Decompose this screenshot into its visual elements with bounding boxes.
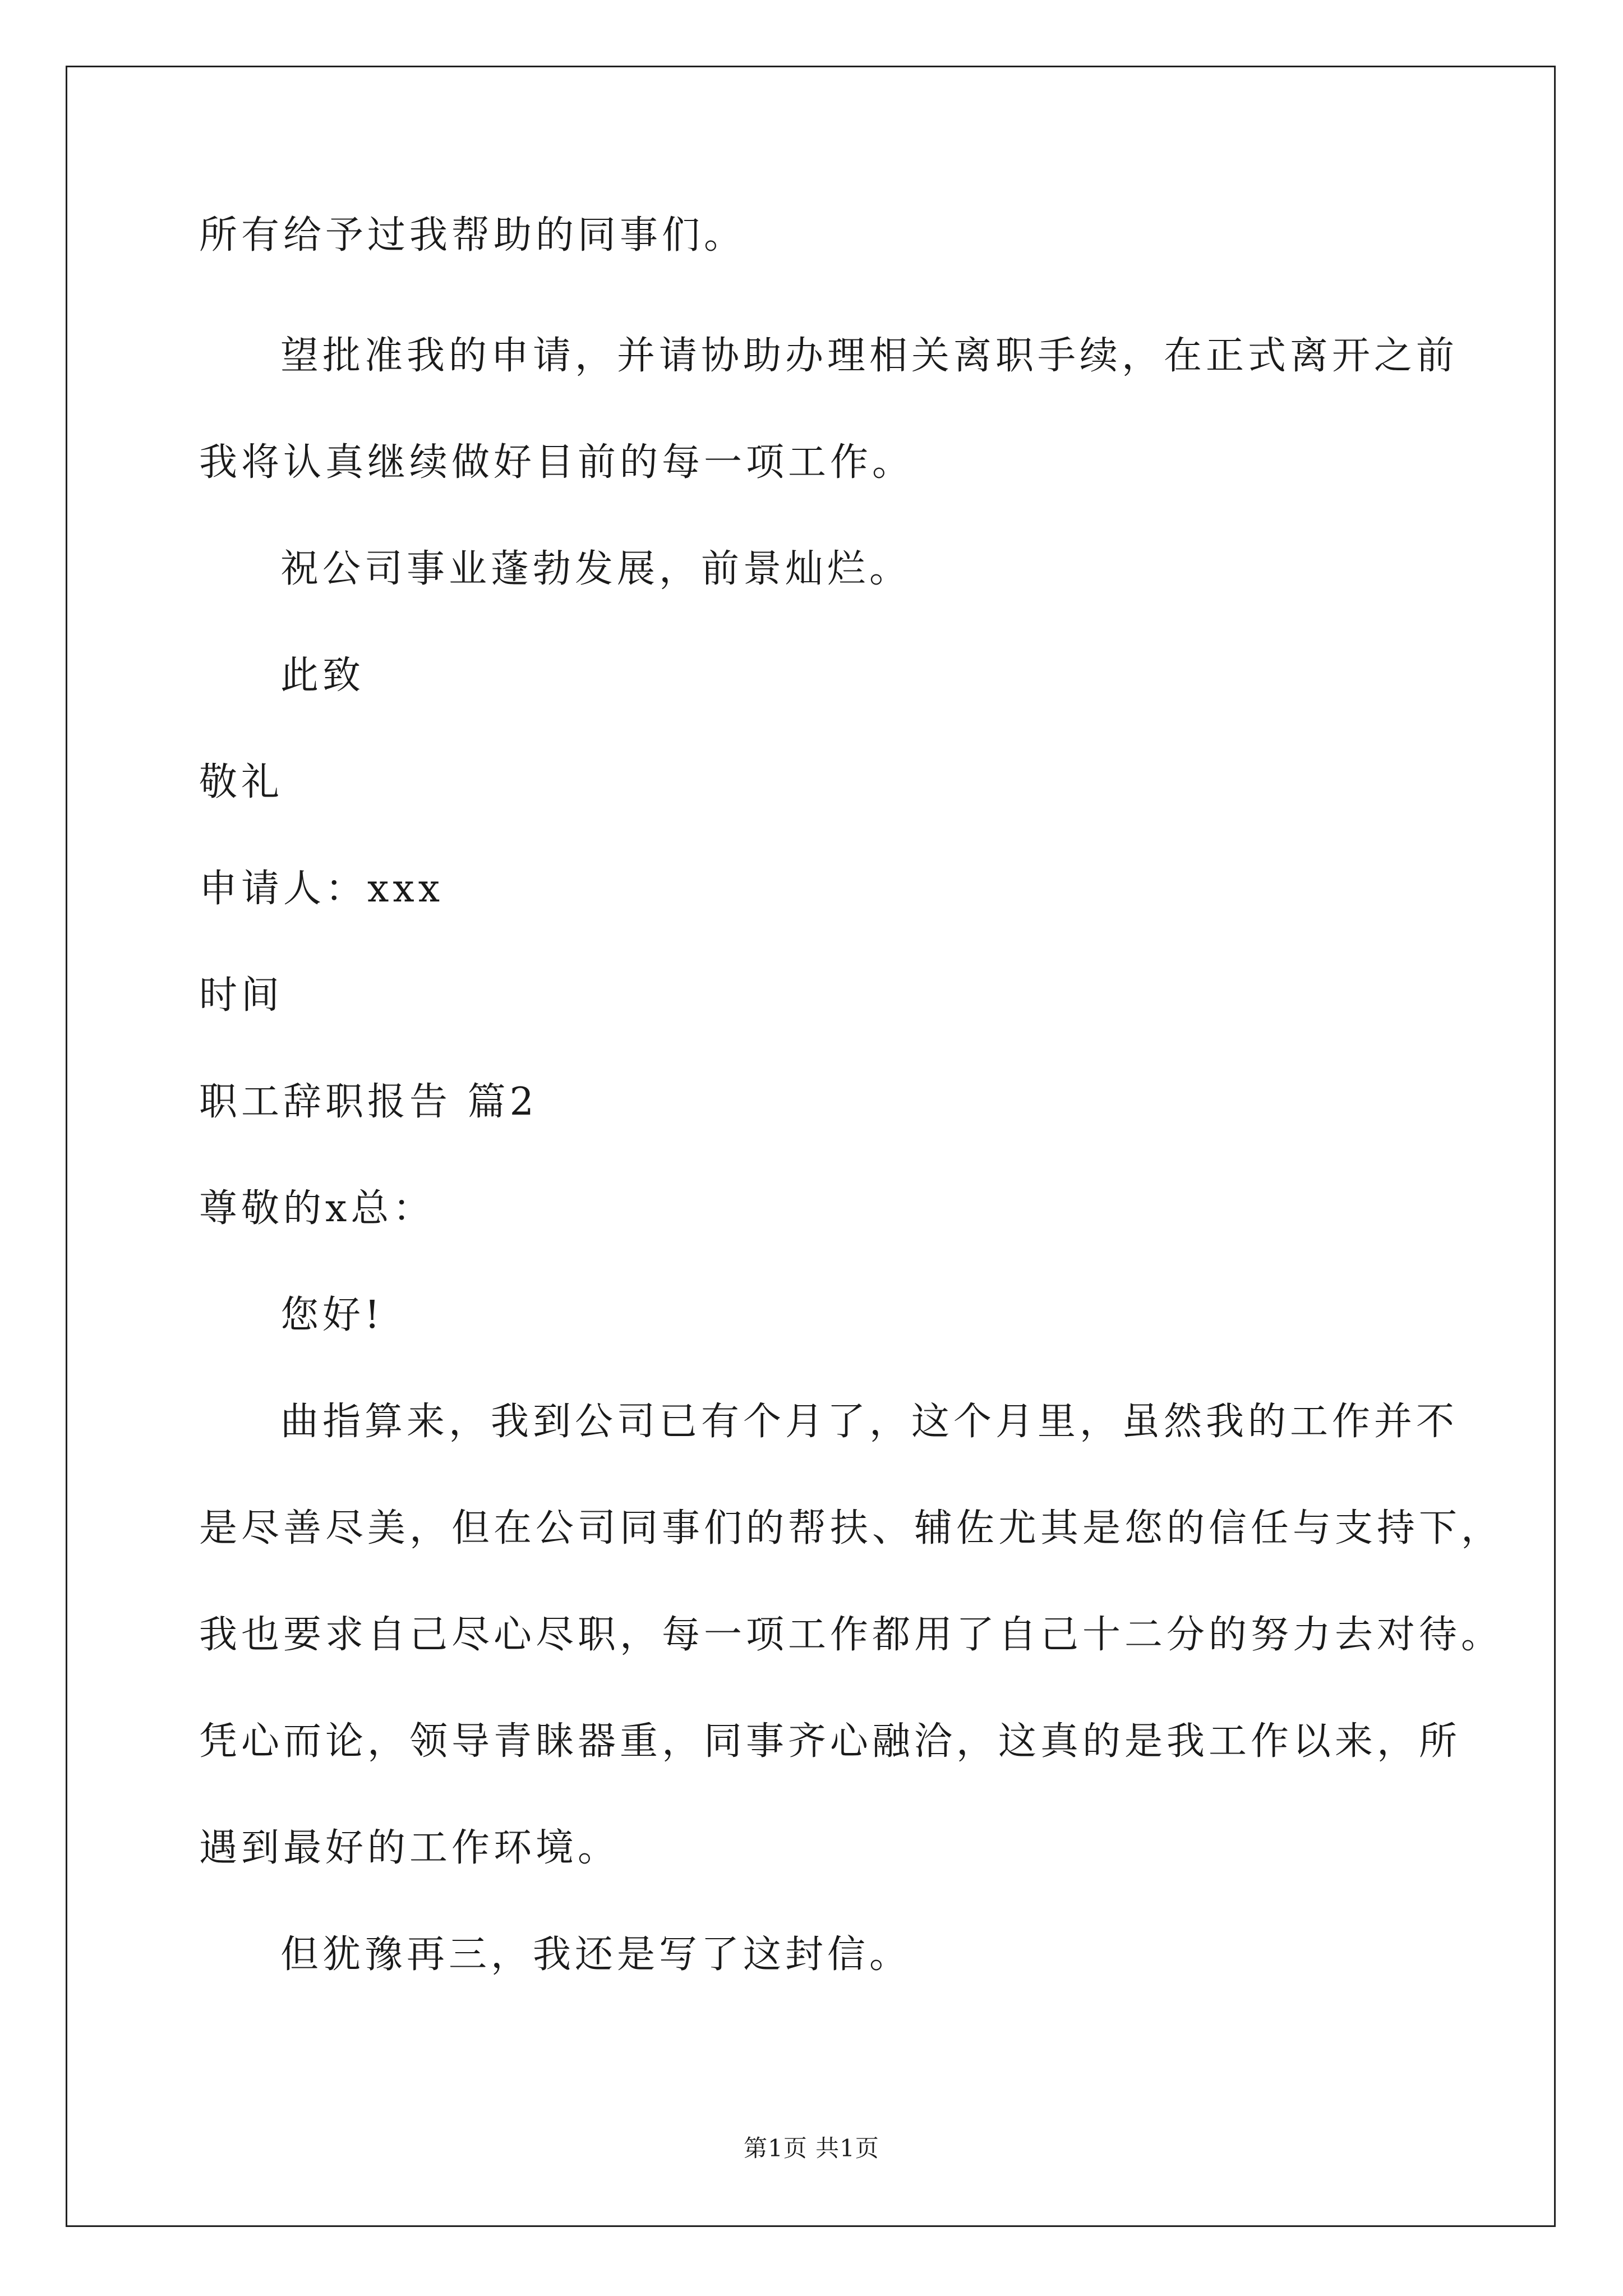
salutation-close: 敬礼	[199, 760, 284, 804]
body-line-3: 我将认真继续做好目前的每一项工作。	[199, 440, 915, 485]
date-line: 时间	[199, 973, 284, 1018]
page-number-footer: 第1页 共1页	[744, 2134, 879, 2162]
body-line-5: 曲指算来，我到公司已有个月了，这个月里，虽然我的工作并不	[280, 1400, 1459, 1444]
applicant-line: 申请人：xxx	[199, 867, 444, 911]
body-line-9: 遇到最好的工作环境。	[199, 1826, 620, 1870]
body-line-8: 凭心而论，领导青睐器重，同事齐心融洽，这真的是我工作以来，所	[199, 1719, 1461, 1764]
section-title: 职工辞职报告 篇2	[199, 1080, 538, 1124]
body-line-6: 是尽善尽美，但在公司同事们的帮扶、辅佐尤其是您的信任与支持下，	[199, 1506, 1504, 1550]
body-line-7: 我也要求自己尽心尽职，每一项工作都用了自己十二分的努力去对待。	[199, 1613, 1504, 1657]
greeting-hello: 您好!	[280, 1293, 384, 1337]
body-line-1: 所有给予过我帮助的同事们。	[199, 213, 746, 257]
body-line-10: 但犹豫再三，我还是写了这封信。	[280, 1932, 912, 1977]
body-line-2: 望批准我的申请，并请协助办理相关离职手续，在正式离开之前	[280, 334, 1459, 378]
closing-line: 此致	[280, 654, 365, 698]
greeting-line: 尊敬的x总：	[199, 1186, 435, 1231]
body-line-4: 祝公司事业蓬勃发展，前景灿烂。	[280, 547, 912, 591]
page-border	[66, 66, 1556, 2227]
